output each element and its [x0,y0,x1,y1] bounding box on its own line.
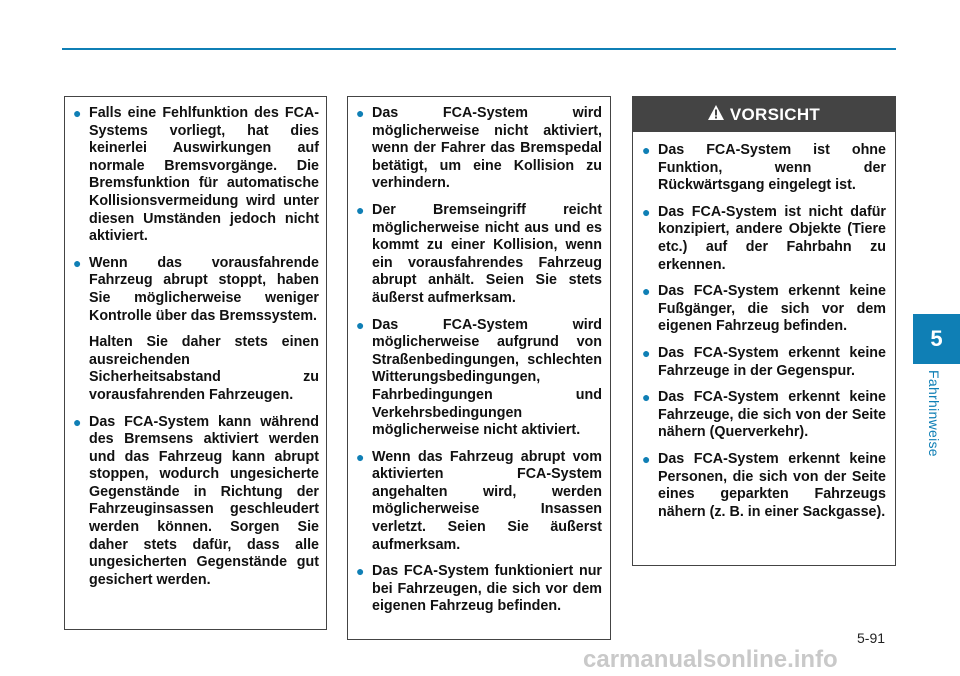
bullet-icon: ● [642,283,651,300]
caution-box [632,96,896,566]
bullet-icon: ● [356,448,365,465]
bullet-icon: ● [356,563,365,580]
list-item-text: Das FCA-System erkennt keine Fahrzeuge in der Gegenspur. [658,344,886,379]
bullet-list [633,132,895,521]
bullet-icon: ● [73,413,82,430]
header-rule [62,48,896,50]
list-item [642,142,886,195]
notice-box-left [64,96,327,630]
notice-box-middle [347,96,611,640]
page-number: 5-91 [857,630,886,646]
list-item-text: Wenn das Fahrzeug abrupt vom aktivierten FCA-System angehalten wird, werden möglicherweise Insassen verletzt. Seien Sie äußerst aufmerksam. [372,448,602,553]
bullet-icon: ● [642,389,651,406]
bullet-list [356,105,602,616]
list-item [642,204,886,274]
bullet-icon: ● [642,450,651,467]
bullet-icon: ● [356,105,365,121]
list-item-text: Wenn das vorausfahrende Fahrzeug abrupt stoppt, haben Sie möglicherweise weniger Kontrolle über das Bremssystem. [89,254,319,324]
list-item-text: Der Bremseingriff reicht möglicherweise nicht aus und es kommt zu einer Kollision, wenn ein vorausfahrendes Fahrzeug abrupt anhält. Seien Sie stets äußerst aufmerksam. [372,201,602,306]
list-item-text: Das FCA-System erkennt keine Fußgänger, die sich vor dem eigenen Fahrzeug befinden. [658,283,886,335]
list-item-text: Das FCA-System erkennt keine Personen, die sich von der Seite eines geparkten Fahrzeugs nähern (z. B. in einer Sackgasse). [658,450,886,520]
list-item [642,451,886,521]
chapter-label: Fahrhinweise [926,370,942,457]
list-item-text: Das FCA-System kann während des Bremsens aktiviert werden und das Fahrzeug kann abrupt stoppen, wodurch ungesicherte Gegenstände in Richtung der Fahrzeuginsassen geschleudert werden können. Sorgen Sie daher stets dafür, dass alle ungesicherten Gegenstände gut gesichert werden. [89,413,319,588]
list-item [356,202,602,308]
caution-title: VORSICHT [729,104,821,124]
list-item [73,105,319,246]
list-item [73,414,319,590]
bullet-icon: ● [642,142,651,158]
list-item-text: Das FCA-System wird möglicherweise nicht aktiviert, wenn der Fahrer das Bremspedal betätigt, um eine Kollision zu verhindern. [372,105,602,192]
bullet-icon: ● [356,316,365,333]
bullet-icon: ● [73,254,82,271]
list-item [356,317,602,440]
caution-header [633,97,895,132]
list-item [356,105,602,193]
list-item [642,345,886,380]
list-item-text: Das FCA-System erkennt keine Fahrzeuge, die sich von der Seite nähern (Querverkehr). [658,389,886,441]
list-item [356,449,602,555]
list-item-text: Das FCA-System ist ohne Funktion, wenn der Rückwärtsgang eingelegt ist. [658,142,886,194]
bullet-list [73,105,319,589]
list-item-text: Das FCA-System ist nicht dafür konzipiert, andere Objekte (Tiere etc.) auf der Fahrbahn zu erkennen. [658,203,886,273]
list-item-text: Das FCA-System wird möglicherweise aufgrund von Straßenbedingungen, schlechten Witterungsbedingungen, Fahrbedingungen und Verkehrsbedingungen möglicherweise nicht aktiviert. [372,316,602,439]
list-item [642,283,886,336]
chapter-tab[interactable] [913,314,960,364]
chapter-number: 5 [930,326,943,351]
list-item-text: Falls eine Fehlfunktion des FCA-Systems vorliegt, hat dies keinerlei Auswirkungen auf normale Bremsvorgänge. Die Bremsfunktion für automatische Kollisionsvermeidung wird unter diesen Umständen jedoch nicht aktiviert. [89,105,319,245]
list-item [73,255,319,405]
list-item-text: Das FCA-System funktioniert nur bei Fahrzeugen, die sich vor dem eigenen Fahrzeug befinden. [372,563,602,615]
bullet-icon: ● [642,203,651,220]
list-item [356,563,602,616]
list-item-text: Halten Sie daher stets einen ausreichenden Sicherheitsabstand zu vorausfahrenden Fahrzeugen. [89,334,319,403]
bullet-icon: ● [356,201,365,218]
bullet-icon: ● [642,344,651,361]
bullet-icon: ● [73,105,82,121]
warning-triangle-icon [708,105,724,125]
list-item [642,389,886,442]
watermark: carmanualsonline.info [583,646,838,673]
